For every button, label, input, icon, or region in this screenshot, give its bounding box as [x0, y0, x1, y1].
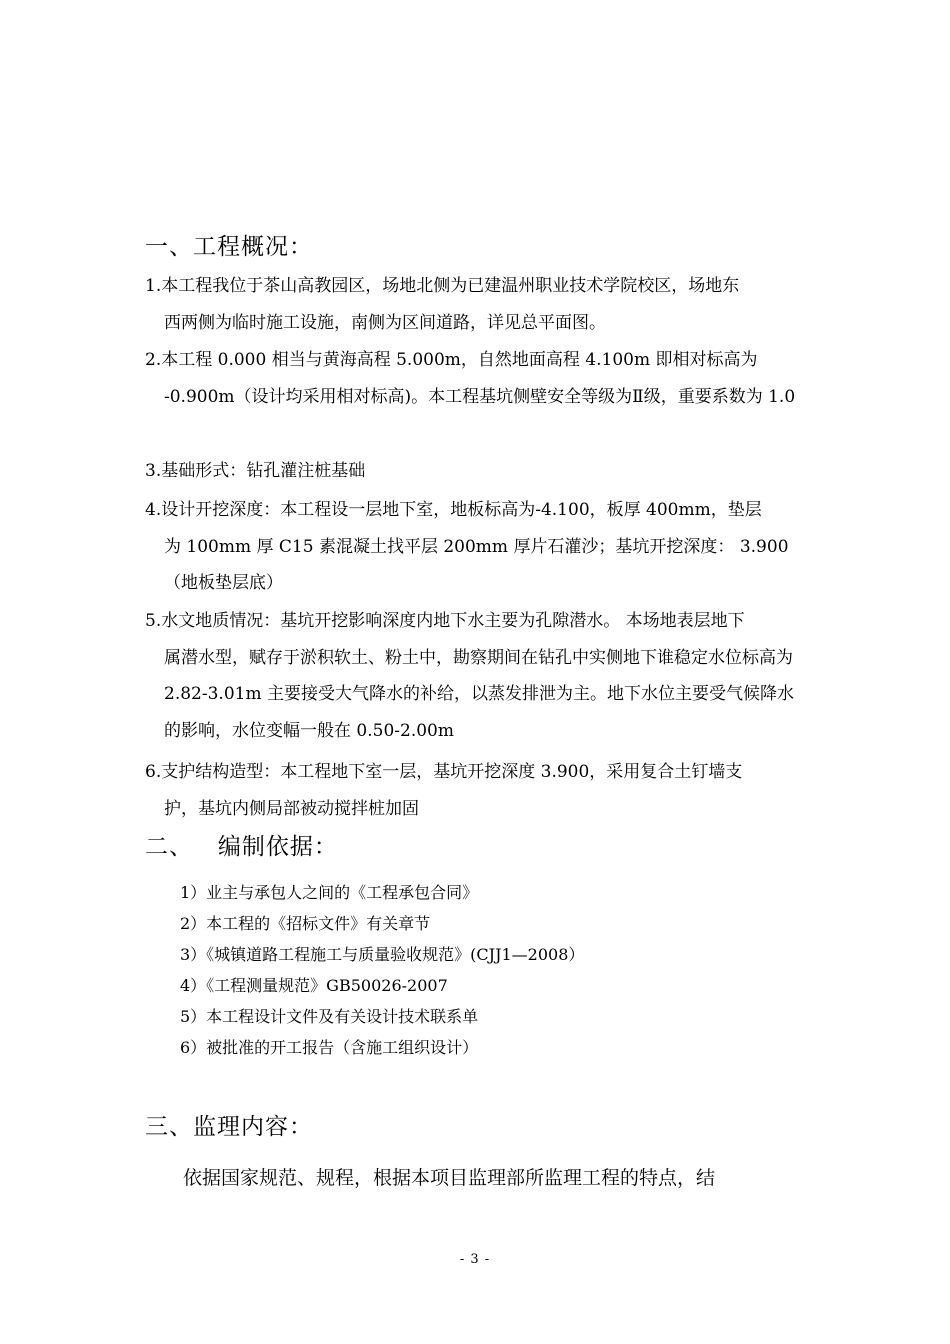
basis-reference-list — [180, 877, 800, 1063]
item-first-line: 2.本工程 0.000 相当与黄海高程 5.000m，自然地面高程 4.100m 即相对标高为 — [145, 350, 758, 370]
item-first-line: 4.设计开挖深度：本工程设一层地下室，地板标高为-4.100，板厚 400mm，垫层 — [145, 500, 762, 520]
overview-item-3 — [145, 453, 810, 490]
section-heading-overview: 一、工程概况： — [145, 234, 313, 260]
overview-item-2 — [145, 342, 810, 415]
overview-item-6 — [145, 754, 810, 827]
list-item: 1）业主与承包人之间的《工程承包合同》 — [180, 883, 479, 902]
item-first-line: 3.基础形式：钻孔灌注桩基础 — [145, 461, 366, 481]
item-first-line: 5.水文地质情况：基坑开挖影响深度内地下水主要为孔隙潜水。 本场地表层地下 — [145, 611, 745, 631]
list-item: 4）《工程测量规范》GB50026-2007 — [180, 976, 448, 995]
item-continuation: 护，基坑内侧局部被动搅拌桩加固 — [164, 798, 419, 819]
supervision-body-text: 依据国家规范、规程，根据本项目监理部所监理工程的特点，结 — [183, 1167, 716, 1189]
list-item: 5）本工程设计文件及有关设计技术联系单 — [180, 1007, 479, 1026]
item-continuation: 属潜水型，赋存于淤积软土、粉土中，勘察期间在钻孔中实侧地下谁稳定水位标高为 2.82-3.01m 主要接受大气降水的补给，以蒸发排泄为主。地下水位主要受气候降水的影响，水位变幅一般在 0.50-2.00m — [164, 647, 794, 741]
item-first-line: 1.本工程我位于茶山高教园区，场地北侧为已建温州职业技术学院校区，场地东 — [145, 276, 740, 296]
section-heading-supervision: 三、监理内容： — [145, 1114, 313, 1140]
list-item: 2）本工程的《招标文件》有关章节 — [180, 914, 431, 933]
list-item: 3）《城镇道路工程施工与质量验收规范》(CJJ1—2008） — [180, 945, 585, 964]
item-first-line: 6.支护结构造型：本工程地下室一层，基坑开挖深度 3.900，采用复合土钉墙支 — [145, 762, 743, 782]
overview-item-1 — [145, 268, 810, 341]
item-continuation: 西两侧为临时施工设施，南侧为区间道路，详见总平面图。 — [164, 312, 606, 333]
item-continuation: 为 100mm 厚 C15 素混凝土找平层 200mm 厚片石灌沙；基坑开挖深度： 3.900（地板垫层底） — [164, 536, 789, 593]
overview-item-5 — [145, 603, 810, 749]
item-continuation: -0.900m（设计均采用相对标高)。本工程基坑侧壁安全等级为Ⅱ级，重要系数为 1.0 — [164, 386, 796, 407]
section-heading-basis: 二、 编制依据： — [145, 834, 338, 860]
overview-item-4 — [145, 492, 810, 602]
page-number: - 3 - — [459, 1252, 491, 1267]
list-item: 6）被批准的开工报告（含施工组织设计） — [180, 1038, 479, 1057]
